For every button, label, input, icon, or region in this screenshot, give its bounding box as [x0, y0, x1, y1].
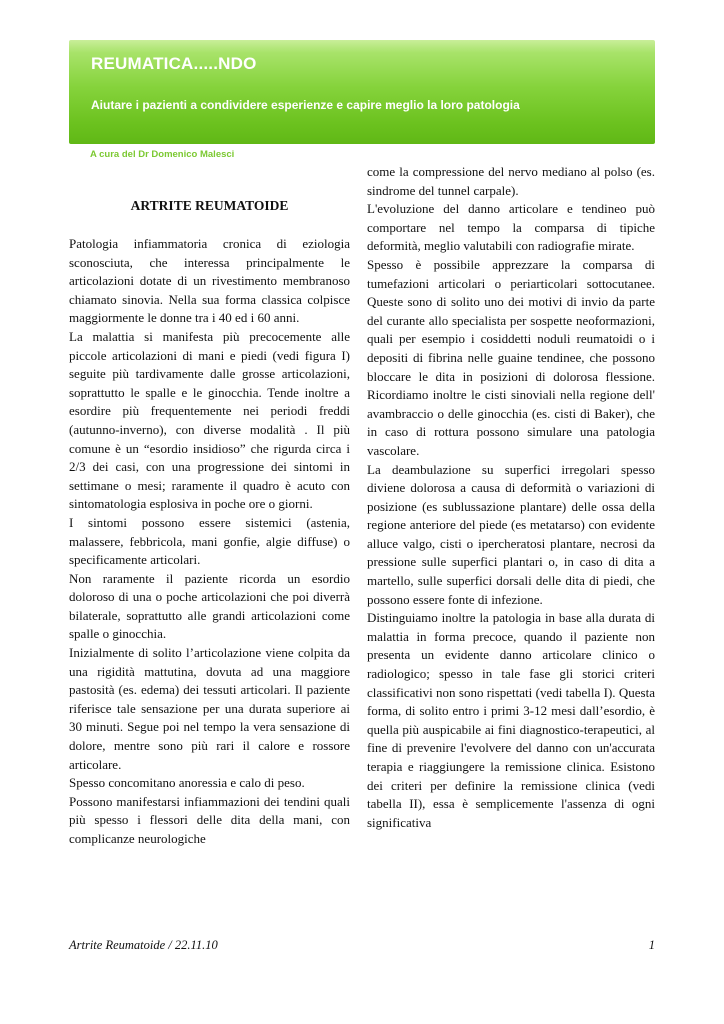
- paragraph: L'evoluzione del danno articolare e tendineo può comportare nel tempo la comparsa di tipiche deformità, meglio valutabili con radiografie mirate.: [367, 201, 655, 254]
- right-column: [367, 163, 655, 832]
- paragraph: come la compressione del nervo mediano al polso (es. sindrome del tunnel carpale).: [367, 164, 655, 198]
- paragraph: Possono manifestarsi infiammazioni dei tendini quali più spesso i flessori delle dita della mani, con complicanze neurologiche: [69, 793, 350, 846]
- header-banner: [69, 40, 655, 144]
- paragraph: I sintomi possono essere sistemici (astenia, malassere, febbricola, mani gonfie, algie diffuse) o specificamente articolari.: [69, 514, 350, 568]
- paragraph: La deambulazione su superfici irregolari spesso diviene dolorosa a causa di deformità o variazioni di posizione (es sublussazione plantare) delle ossa della regione anteriore del piede (es metatarso) con evidente alluce valgo, cisti o ipercheratosi plantare, necrosi da pressione sulle superfici plantari o, in caso di dita a martello, sulle superfici dorsali delle dita di piedi, che possono essere fonte di infezione.: [367, 461, 655, 607]
- paragraph: Patologia infiammatoria cronica di eziologia sconosciuta, che interessa principalmente le articolazioni dotate di un rivestimento membranoso chiamato sinovia. Nella sua forma classica colpisce maggiormente le donne tra i 40 ed i 60 anni.: [69, 236, 350, 326]
- site-subtitle: Aiutare i pazienti a condividere esperienze e capire meglio la loro patologia: [91, 98, 520, 112]
- paragraph: Inizialmente di solito l’articolazione viene colpita da una rigidità mattutina, dovuta ad una maggiore pastosità (es. edema) dei tessuti articolari. Il paziente riferisce tale sensazione per una durata superiore ai 30 minuti. Segue poi nel tempo la vera sensazione di dolore, mentre sono più rari il calore e rossore articolare.: [69, 645, 350, 772]
- paragraph: Spesso è possibile apprezzare la comparsa di tumefazioni articolari o periarticolari sottocutanee. Queste sono di solito uno dei motivi di invio da parte del curante allo specialista per sospette neoformazioni, quali per esempio i cosiddetti noduli reumatoidi o i depositi di fibrina nelle guaine tendinee, che possono bloccare le dita in posizioni di dolorosa flessione. Ricordiamo inoltre le cisti sinoviali nella regione dell' avambraccio o delle ginocchia (es. cisti di Baker), che in caso di rottura possono simulare una patologia vascolare.: [367, 256, 655, 458]
- curator-credit: A cura del Dr Domenico Malesci: [90, 149, 235, 160]
- paragraph: Spesso concomitano anoressia e calo di peso.: [69, 775, 305, 791]
- article-title: ARTRITE REUMATOIDE: [130, 198, 289, 213]
- page-number: 1: [648, 938, 655, 952]
- paragraph: Non raramente il paziente ricorda un esordio doloroso di una o poche articolazioni che poi diverrà bilaterale, soprattutto alle grandi articolazioni come spalle o ginocchia.: [69, 570, 350, 642]
- footer-document-label: Artrite Reumatoide / 22.11.10: [69, 938, 218, 952]
- paragraph: La malattia si manifesta più precocemente alle piccole articolazioni di mani e piedi (vedi figura I) seguite più tardivamente dalle grosse articolazioni, soprattutto le spalle e le ginocchia. Tende inoltre a esordire più frequentemente nei periodi freddi (autunno-inverno), con diverse modalità . Il più comune è un “esordio insidioso” che rigurda circa i 2/3 dei casi, con una progressione dei sintomi in settimane o mesi; raramente il quadro è acuto con sintomatologia esplosiva in poche ore o giorni.: [69, 328, 350, 512]
- site-title: REUMATICA.....NDO: [91, 54, 257, 73]
- paragraph: Distinguiamo inoltre la patologia in base alla durata di malattia in forma precoce, quando il paziente non presenta un evidente danno articolare clinico o radiologico; spesso in tale fase gli storici criteri classificativi non sono rispettati (vedi tabella I). Questa forma, di solito entro i primi 3-12 mesi dall’esordio, è quella più auspicabile ai fini diagnostico-terapeutici, al fine di prevenire l'evolvere del danno con un'accurata terapia e riaggiungere la remissione clinica. Esistono dei criteri per definire la remissione clinica (vedi tabella II), essa è semplicemente l'assenza di ogni significativa: [367, 610, 655, 830]
- left-column: [69, 235, 350, 849]
